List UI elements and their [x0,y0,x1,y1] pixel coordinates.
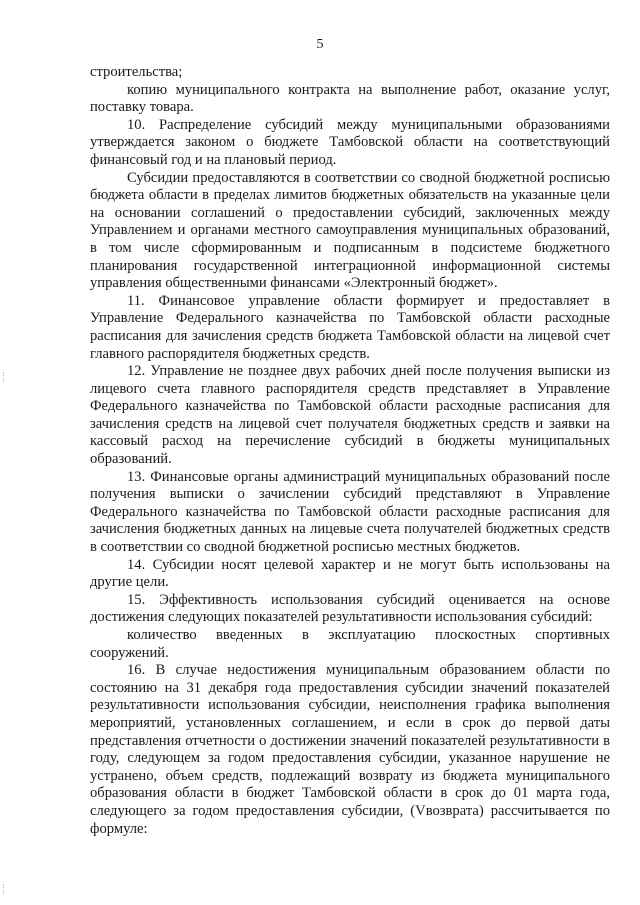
paragraph: 12. Управление не позднее двух рабочих дней после получения выписки из лицевого счета главного распорядителя средств представляет в Управление Федерального казначейства по Тамбовской области расходные расписания для зачисления средств на лицевой счет получателя бюджетных средств и заявки на кассовый расход на перечисление субсидий в бюджеты муниципальных образований. [90,363,610,468]
paragraph: 11. Финансовое управление области формирует и предоставляет в Управление Федерального казначейства по Тамбовской области расходные расписания для зачисления средств бюджета Тамбовской области на лицевой счет главного распорядителя бюджетных средств. [90,292,610,362]
paragraph: количество введенных в эксплуатацию плоскостных спортивных сооружений. [90,627,610,661]
paragraph: 13. Финансовые органы администраций муниципальных образований после получения выписки о зачислении субсидий представляют в Управление Федерального казначейства по Тамбовской области расходные расписания для зачисления бюджетных данных на лицевые счета получателей бюджетных средств в соответствии со сводной бюджетной росписью местных бюджетов. [90,468,610,556]
paragraph: копию муниципального контракта на выполнение работ, оказание услуг, поставку товара. [90,81,610,116]
margin-mark [3,884,6,894]
paragraph: строительства; [90,64,183,80]
margin-mark [3,372,6,382]
paragraph: 15. Эффективность использования субсидий оценивается на основе достижения следующих показателей результативности использования субсидий: [90,591,610,626]
paragraph: 10. Распределение субсидий между муниципальными образованиями утверждается законом о бюджете Тамбовской области на соответствующий финансовый год и на плановый период. [90,116,610,168]
page-number: 5 [316,37,324,52]
paragraph: Субсидии предоставляются в соответствии со сводной бюджетной росписью бюджета области в пределах лимитов бюджетных обязательств на указанные цели на основании соглашений о предоставлении субсидий, заключенных между Управлением и органами местного самоуправления муниципальных образований, в том числе сформированным и подписанным в подсистеме бюджетного планирования государственной интеграционной информационной системы управления общественными финансами «Электронный бюджет». [90,169,610,292]
paragraph: 14. Субсидии носят целевой характер и не могут быть использованы на другие цели. [90,556,610,591]
paragraph: 16. В случае недостижения муниципальным образованием области по состоянию на 31 декабря года предоставления субсидии значений показателей результативности использования субсидии, неисполнения графика выполнения мероприятий, установленных соглашением, и если в срок до первой даты представления отчетности о достижении значений показателей результативности в году, следующем за годом предоставления субсидии, указанное нарушение не устранено, объем средств, подлежащий возврату из бюджета муниципального образования области в бюджет Тамбовской области в срок до 01 марта года, следующего за годом предоставления субсидии, (Vвозврата) рассчитывается по формуле: [90,662,610,837]
document-body [90,64,610,838]
